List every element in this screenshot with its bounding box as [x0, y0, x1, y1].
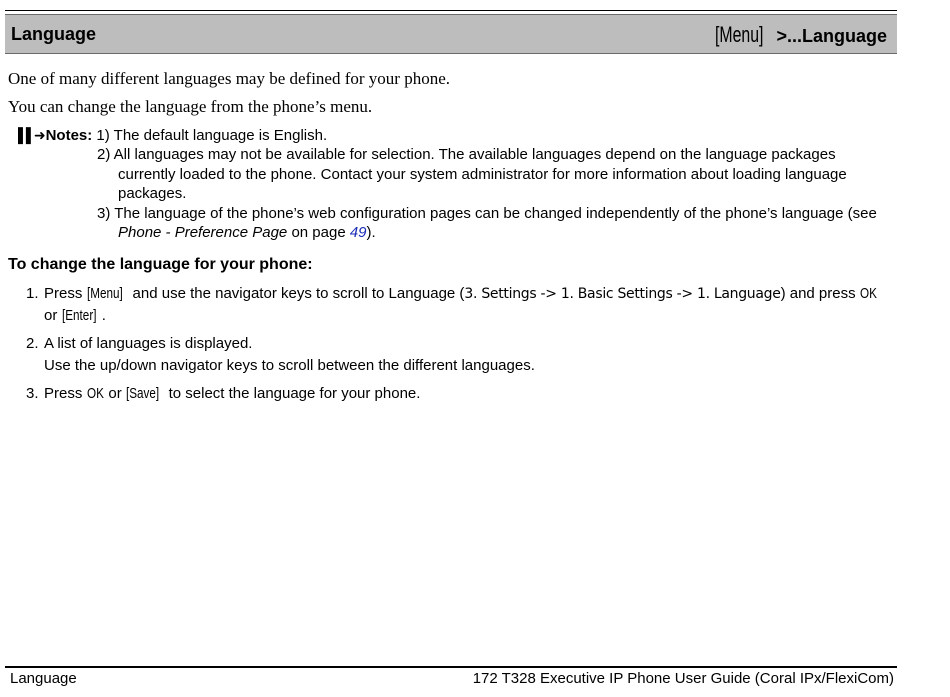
- menu-path-breadcrumb: [715, 22, 887, 48]
- step-1: [26, 283, 886, 327]
- menu-key-label: [Menu]: [715, 22, 764, 47]
- note-3-text-before: 3) The language of the phone’s web configuration pages can be changed independently of the phone’s language (see: [97, 204, 877, 222]
- preference-page-reference: Phone - Preference Page: [118, 224, 288, 242]
- notes-label: Notes:: [45, 127, 93, 144]
- page-title: Language: [11, 24, 97, 44]
- step-2-line-1: A list of languages is displayed.: [44, 335, 253, 352]
- menu-path-rest: >...Language: [771, 26, 887, 46]
- note-item-1: 1) The default language is English.: [96, 127, 328, 144]
- step-1-number: 1.: [26, 285, 39, 302]
- procedure-title: To change the language for your phone:: [8, 256, 313, 273]
- intro-line-2: You can change the language from the phone’s menu.: [8, 97, 373, 116]
- step-2-line-2: Use the up/down navigator keys to scroll between the different languages.: [44, 357, 535, 374]
- notes-block: [18, 126, 892, 242]
- step-3: [26, 383, 886, 405]
- note-3-text-mid: on page: [287, 224, 350, 242]
- procedure-steps: [26, 283, 886, 411]
- save-key-label: [Save]: [125, 385, 160, 402]
- ok-key-label: OK: [859, 285, 877, 302]
- step-1-text-d: or: [44, 307, 62, 324]
- note-item-3: [97, 204, 892, 243]
- menu-key-label: [Menu]: [86, 285, 123, 302]
- note-item-2: 2) All languages may not be available for selection. The available languages depend on the language packages currently loaded to the phone. Contact your system administrator for more information about loading language packages.: [97, 146, 847, 203]
- step-3-number: 3.: [26, 385, 39, 402]
- step-2-number: 2.: [26, 335, 39, 352]
- step-1-text-c: ) and press: [780, 285, 860, 302]
- step-3-text-a: Press: [44, 385, 87, 402]
- footer-rule: [5, 666, 897, 668]
- arrow-right-icon: ▌▌➜: [18, 127, 44, 143]
- step-1-text-b: and use the navigator keys to scroll to Language (: [128, 285, 465, 302]
- step-3-text-c: to select the language for your phone.: [164, 385, 421, 402]
- step-1-text-a: Press: [44, 285, 87, 302]
- settings-menu-path: 3. Settings -> 1. Basic Settings -> 1. Language: [464, 286, 781, 302]
- top-rule: [5, 10, 897, 11]
- section-header-bar: [5, 14, 897, 54]
- step-3-text-b: or: [104, 385, 126, 402]
- note-3-text-after: ).: [366, 224, 376, 242]
- notes-header: [18, 126, 892, 145]
- enter-key-label: [Enter]: [61, 307, 96, 324]
- footer-page-info: 172 T328 Executive IP Phone User Guide (Coral IPx/FlexiCom): [472, 670, 894, 687]
- page-49-link[interactable]: 49: [349, 224, 367, 242]
- intro-line-1: One of many different languages may be defined for your phone.: [8, 69, 451, 88]
- step-2: [26, 333, 886, 377]
- footer-section-name: Language: [10, 670, 77, 687]
- ok-key-label: OK: [86, 385, 104, 402]
- step-1-text-e: .: [101, 307, 106, 324]
